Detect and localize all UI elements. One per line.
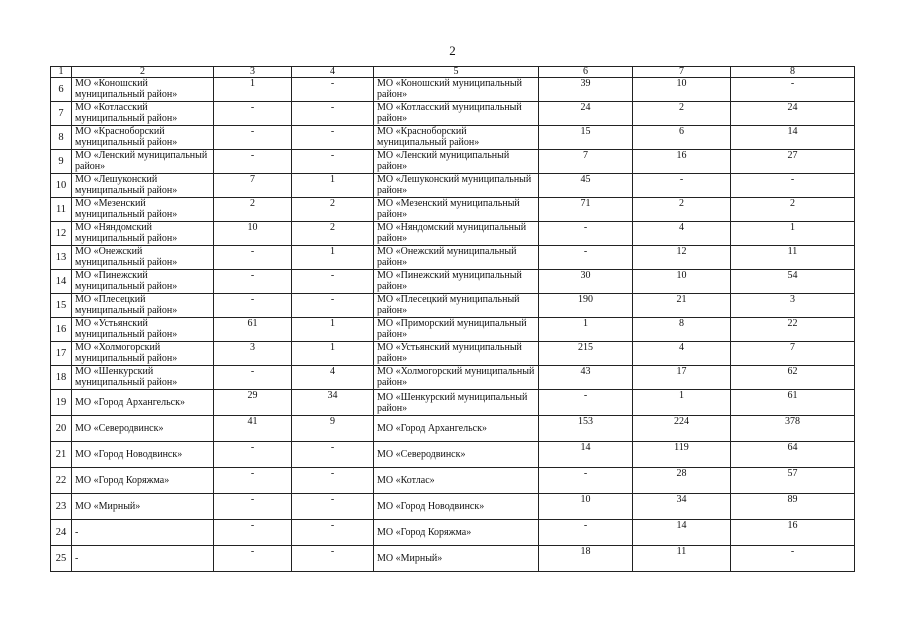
table-row <box>51 222 855 246</box>
table-cell: 16 <box>731 520 855 546</box>
table-cell: 2 <box>292 198 374 222</box>
row-number-cell: 14 <box>51 270 72 294</box>
table-cell: - <box>539 222 633 246</box>
table-row <box>51 270 855 294</box>
table-cell: МО «Устьянский муниципальный район» <box>72 318 214 342</box>
row-number-cell: 25 <box>51 546 72 572</box>
table-cell: 18 <box>539 546 633 572</box>
table-cell: - <box>214 270 292 294</box>
table-row <box>51 318 855 342</box>
table-row <box>51 546 855 572</box>
table-cell: 4 <box>633 222 731 246</box>
column-header: 8 <box>731 67 855 78</box>
row-number-cell: 11 <box>51 198 72 222</box>
row-number-cell: 17 <box>51 342 72 366</box>
table-cell: 1 <box>633 390 731 416</box>
table-row <box>51 494 855 520</box>
table-cell: 61 <box>731 390 855 416</box>
table-cell: 54 <box>731 270 855 294</box>
table-cell: МО «Ленский муниципальный район» <box>374 150 539 174</box>
table-cell: 29 <box>214 390 292 416</box>
table-cell: 1 <box>292 318 374 342</box>
table-row <box>51 198 855 222</box>
table-cell: МО «Красноборский муниципальный район» <box>374 126 539 150</box>
table-cell: 2 <box>731 198 855 222</box>
table-cell: 21 <box>633 294 731 318</box>
table-cell: 89 <box>731 494 855 520</box>
table-cell: МО «Мирный» <box>374 546 539 572</box>
table-row <box>51 126 855 150</box>
column-header: 7 <box>633 67 731 78</box>
table-cell: 14 <box>539 442 633 468</box>
table-cell: 8 <box>633 318 731 342</box>
table-cell: - <box>214 126 292 150</box>
table-cell: 10 <box>539 494 633 520</box>
table-cell: МО «Город Архангельск» <box>374 416 539 442</box>
data-table <box>50 66 855 572</box>
table-cell: - <box>214 494 292 520</box>
table-cell: 17 <box>633 366 731 390</box>
table-cell: 10 <box>214 222 292 246</box>
column-header: 2 <box>72 67 214 78</box>
table-cell: МО «Город Новодвинск» <box>72 442 214 468</box>
column-header: 6 <box>539 67 633 78</box>
table-cell: - <box>214 442 292 468</box>
table-cell: - <box>72 520 214 546</box>
table-cell: 7 <box>214 174 292 198</box>
table-cell: 1 <box>214 78 292 102</box>
table-row <box>51 78 855 102</box>
table-cell: МО «Пинежский муниципальный район» <box>72 270 214 294</box>
table-cell: - <box>292 150 374 174</box>
table-cell: МО «Коношский муниципальный район» <box>72 78 214 102</box>
row-number-cell: 23 <box>51 494 72 520</box>
table-cell: 28 <box>633 468 731 494</box>
table-cell: 34 <box>292 390 374 416</box>
table-cell: МО «Ленский муниципальный район» <box>72 150 214 174</box>
table-cell: МО «Онежский муниципальный район» <box>374 246 539 270</box>
table-cell: МО «Шенкурский муниципальный район» <box>374 390 539 416</box>
table-cell: МО «Котласский муниципальный район» <box>374 102 539 126</box>
table-cell: - <box>214 546 292 572</box>
table-cell: - <box>214 294 292 318</box>
table-cell: МО «Пинежский муниципальный район» <box>374 270 539 294</box>
table-cell: 41 <box>214 416 292 442</box>
table-cell: - <box>292 494 374 520</box>
table-cell: МО «Мирный» <box>72 494 214 520</box>
row-number-cell: 19 <box>51 390 72 416</box>
table-cell: МО «Плесецкий муниципальный район» <box>374 294 539 318</box>
table-cell: - <box>72 546 214 572</box>
table-cell: МО «Мезенский муниципальный район» <box>72 198 214 222</box>
table-cell: МО «Плесецкий муниципальный район» <box>72 294 214 318</box>
table-cell: - <box>214 468 292 494</box>
table-row <box>51 442 855 468</box>
table-cell: 62 <box>731 366 855 390</box>
table-cell: МО «Северодвинск» <box>72 416 214 442</box>
table-cell: 1 <box>292 246 374 270</box>
table-cell: МО «Лешуконский муниципальный район» <box>72 174 214 198</box>
table-cell: 7 <box>539 150 633 174</box>
table-cell: - <box>214 520 292 546</box>
table-cell: 4 <box>292 366 374 390</box>
table-cell: 43 <box>539 366 633 390</box>
table-cell: - <box>731 78 855 102</box>
table-cell: 1 <box>731 222 855 246</box>
table-cell: 30 <box>539 270 633 294</box>
table-cell: 22 <box>731 318 855 342</box>
table-cell: МО «Приморский муниципальный район» <box>374 318 539 342</box>
table-cell: МО «Город Коряжма» <box>72 468 214 494</box>
table-cell: 15 <box>539 126 633 150</box>
table-row <box>51 150 855 174</box>
table-cell: МО «Котлас» <box>374 468 539 494</box>
table-row <box>51 390 855 416</box>
row-number-cell: 7 <box>51 102 72 126</box>
table-cell: 153 <box>539 416 633 442</box>
table-cell: 57 <box>731 468 855 494</box>
row-number-cell: 15 <box>51 294 72 318</box>
table-cell: - <box>539 246 633 270</box>
table-cell: 39 <box>539 78 633 102</box>
table-cell: МО «Няндомский муниципальный район» <box>72 222 214 246</box>
row-number-cell: 6 <box>51 78 72 102</box>
table-cell: - <box>292 546 374 572</box>
table-row <box>51 294 855 318</box>
table-cell: МО «Северодвинск» <box>374 442 539 468</box>
table-cell: - <box>539 390 633 416</box>
table-cell: 10 <box>633 78 731 102</box>
table-cell: МО «Лешуконский муниципальный район» <box>374 174 539 198</box>
table-cell: 27 <box>731 150 855 174</box>
table-cell: - <box>292 126 374 150</box>
header-row <box>51 67 855 78</box>
table-cell: МО «Холмогорский муниципальный район» <box>374 366 539 390</box>
table-cell: 16 <box>633 150 731 174</box>
table-row <box>51 520 855 546</box>
table-cell: - <box>731 174 855 198</box>
table-cell: 24 <box>731 102 855 126</box>
table-cell: 14 <box>633 520 731 546</box>
table-row <box>51 102 855 126</box>
table-cell: - <box>214 102 292 126</box>
table-cell: - <box>292 102 374 126</box>
table-cell: - <box>633 174 731 198</box>
table-cell: 2 <box>214 198 292 222</box>
table-cell: 11 <box>633 546 731 572</box>
table-cell: МО «Холмогорский муниципальный район» <box>72 342 214 366</box>
table-cell: МО «Красноборский муниципальный район» <box>72 126 214 150</box>
table-row <box>51 366 855 390</box>
row-number-cell: 22 <box>51 468 72 494</box>
table-row <box>51 342 855 366</box>
table-cell: 4 <box>633 342 731 366</box>
table-row <box>51 246 855 270</box>
table-cell: 7 <box>731 342 855 366</box>
row-number-cell: 16 <box>51 318 72 342</box>
table-cell: 1 <box>292 174 374 198</box>
table-cell: МО «Шенкурский муниципальный район» <box>72 366 214 390</box>
table-cell: - <box>292 78 374 102</box>
table-cell: 10 <box>633 270 731 294</box>
table-cell: - <box>292 442 374 468</box>
table-cell: 24 <box>539 102 633 126</box>
table-row <box>51 416 855 442</box>
table-cell: 215 <box>539 342 633 366</box>
table-cell: 45 <box>539 174 633 198</box>
table-cell: 61 <box>214 318 292 342</box>
table-cell: - <box>539 520 633 546</box>
column-header: 5 <box>374 67 539 78</box>
table-cell: МО «Котласский муниципальный район» <box>72 102 214 126</box>
table-cell: 34 <box>633 494 731 520</box>
table-cell: 2 <box>292 222 374 246</box>
table-cell: 6 <box>633 126 731 150</box>
table-cell: МО «Няндомский муниципальный район» <box>374 222 539 246</box>
table-cell: - <box>214 150 292 174</box>
table-cell: - <box>731 546 855 572</box>
table-row <box>51 174 855 198</box>
table-cell: 1 <box>539 318 633 342</box>
row-number-cell: 9 <box>51 150 72 174</box>
table-cell: 14 <box>731 126 855 150</box>
row-number-cell: 8 <box>51 126 72 150</box>
row-number-cell: 20 <box>51 416 72 442</box>
row-number-cell: 13 <box>51 246 72 270</box>
row-number-cell: 12 <box>51 222 72 246</box>
table-row <box>51 468 855 494</box>
table-cell: 71 <box>539 198 633 222</box>
table-cell: 190 <box>539 294 633 318</box>
table-cell: 2 <box>633 198 731 222</box>
table-cell: - <box>292 520 374 546</box>
table-body <box>51 78 855 572</box>
table-cell: 119 <box>633 442 731 468</box>
row-number-cell: 18 <box>51 366 72 390</box>
table-cell: 11 <box>731 246 855 270</box>
page-number: 2 <box>449 43 456 58</box>
table-cell: 9 <box>292 416 374 442</box>
row-number-cell: 24 <box>51 520 72 546</box>
table-cell: 378 <box>731 416 855 442</box>
table-cell: 2 <box>633 102 731 126</box>
row-number-cell: 21 <box>51 442 72 468</box>
table-cell: МО «Онежский муниципальный район» <box>72 246 214 270</box>
table-cell: 12 <box>633 246 731 270</box>
table-cell: 1 <box>292 342 374 366</box>
table-cell: - <box>214 366 292 390</box>
table-cell: - <box>214 246 292 270</box>
table-cell: 3 <box>214 342 292 366</box>
column-header: 4 <box>292 67 374 78</box>
table-cell: МО «Коношский муниципальный район» <box>374 78 539 102</box>
table-cell: - <box>292 294 374 318</box>
table-cell: МО «Мезенский муниципальный район» <box>374 198 539 222</box>
table-cell: МО «Город Архангельск» <box>72 390 214 416</box>
table-cell: 64 <box>731 442 855 468</box>
table-cell: МО «Город Новодвинск» <box>374 494 539 520</box>
table-cell: 224 <box>633 416 731 442</box>
table-cell: МО «Город Коряжма» <box>374 520 539 546</box>
table-cell: - <box>539 468 633 494</box>
table-cell: 3 <box>731 294 855 318</box>
column-header: 1 <box>51 67 72 78</box>
row-number-cell: 10 <box>51 174 72 198</box>
column-header: 3 <box>214 67 292 78</box>
table-cell: МО «Устьянский муниципальный район» <box>374 342 539 366</box>
table-cell: - <box>292 468 374 494</box>
table-cell: - <box>292 270 374 294</box>
